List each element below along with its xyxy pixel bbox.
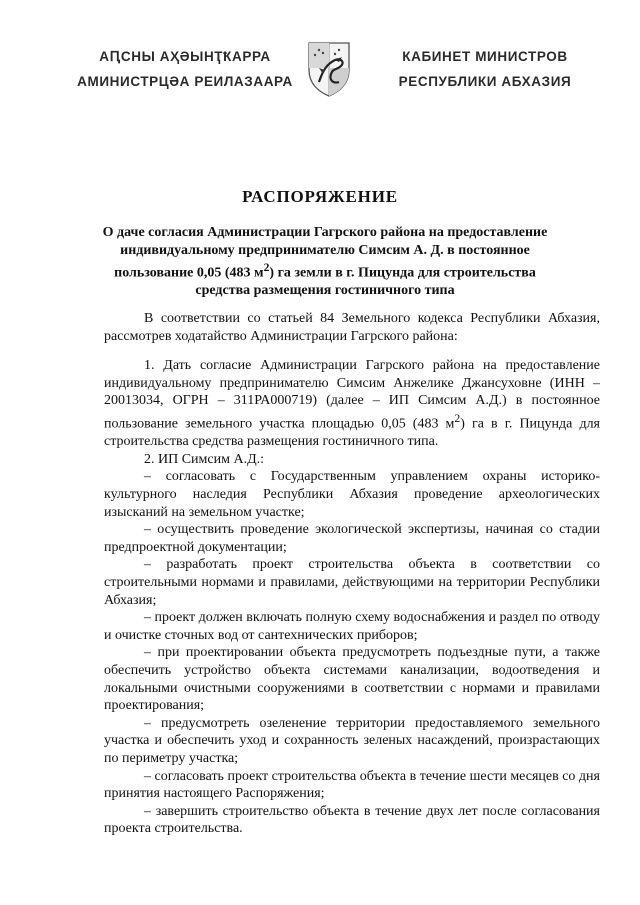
- point-2-title: 2. ИП Симсим А.Д.:: [144, 451, 265, 467]
- letterhead-russian: [380, 44, 590, 94]
- letterhead-abkhaz: [70, 44, 300, 94]
- document-body: [104, 310, 600, 838]
- list-item: – осуществить проведение экологической экспертизы, начиная со стадии предпроектной документации;: [104, 522, 600, 555]
- superscript: 2: [263, 261, 270, 274]
- coat-of-arms-icon: [305, 40, 353, 98]
- point-1-text: ) га в г. Пицунда для строительства средства размещения гостиничного типа.: [104, 416, 600, 450]
- intro-paragraph: В соответствии со статьей 84 Земельного кодекса Республики Абхазия, рассмотрев ходатайство Администрации Гагрского района:: [104, 311, 600, 344]
- list-item: – предусмотреть озеленение территории предоставляемого земельного участка и обеспечить уход и сохранность зеленых насаждений, произрастающих по периметру участка;: [104, 715, 600, 766]
- document-title: РАСПОРЯЖЕНИЕ: [242, 187, 398, 206]
- subject-line: [95, 259, 555, 282]
- subject-text: ) га земли в г. Пицунда для строительства: [269, 265, 536, 281]
- document-subject: [95, 224, 555, 300]
- subject-text: пользование 0,05 (483 м: [114, 265, 264, 281]
- letterhead-abkhaz-line1: АԤСНЫ АҲӘЫНҬҞАРРА: [99, 49, 271, 64]
- list-item: – проект должен включать полную схему водоснабжения и раздел по отводу и очистке сточных вод от сантехнических приборов;: [104, 610, 600, 643]
- subject-line: индивидуальному предпринимателю Симсим А. Д. в постоянное: [120, 242, 530, 258]
- subject-line: средства размещения гостиничного типа: [195, 283, 455, 299]
- list-item: – разработать проект строительства объекта в соответствии со строительными нормами и правилами, действующими на территории Республики Абхазия;: [104, 557, 600, 608]
- point-1-text: 1. Дать согласие Администрации Гагрского района на предоставление индивидуальному предпринимателю Симсим Анжелике Джансуховне (ИНН – 20013034, ОГРН – 311РА000719) (далее – ИП Симсим А.Д.) в постоянное пользование земельного участка площадью 0,05 (483 м: [104, 358, 600, 432]
- point-1: [104, 357, 600, 451]
- letterhead: [0, 40, 640, 100]
- list-item: – согласовать проект строительства объекта в течение шести месяцев со дня принятия настоящего Распоряжения;: [104, 768, 600, 802]
- letterhead-russian-line2: РЕСПУБЛИКИ АБХАЗИЯ: [398, 74, 572, 89]
- list-item: – при проектировании объекта предусмотреть подъездные пути, а также обеспечить устройство объекта системами канализации, водоотведения и локальными очистными сооружениями в соответствии с нормами и правилами проектирования;: [104, 645, 600, 714]
- superscript: 2: [454, 411, 461, 425]
- letterhead-abkhaz-line2: АМИНИСТРЦӘА РЕИЛАЗААРА: [77, 74, 293, 89]
- list-item: – завершить строительство объекта в течение двух лет после согласования проекта строительства.: [104, 803, 600, 837]
- letterhead-russian-line1: КАБИНЕТ МИНИСТРОВ: [402, 49, 568, 64]
- subject-line: О даче согласия Администрации Гагрского района на предоставление: [102, 225, 548, 240]
- list-item: – согласовать с Государственным управлением охраны историко-культурного наследия Республики Абхазия проведение археологических изысканий на земельном участке;: [104, 469, 600, 520]
